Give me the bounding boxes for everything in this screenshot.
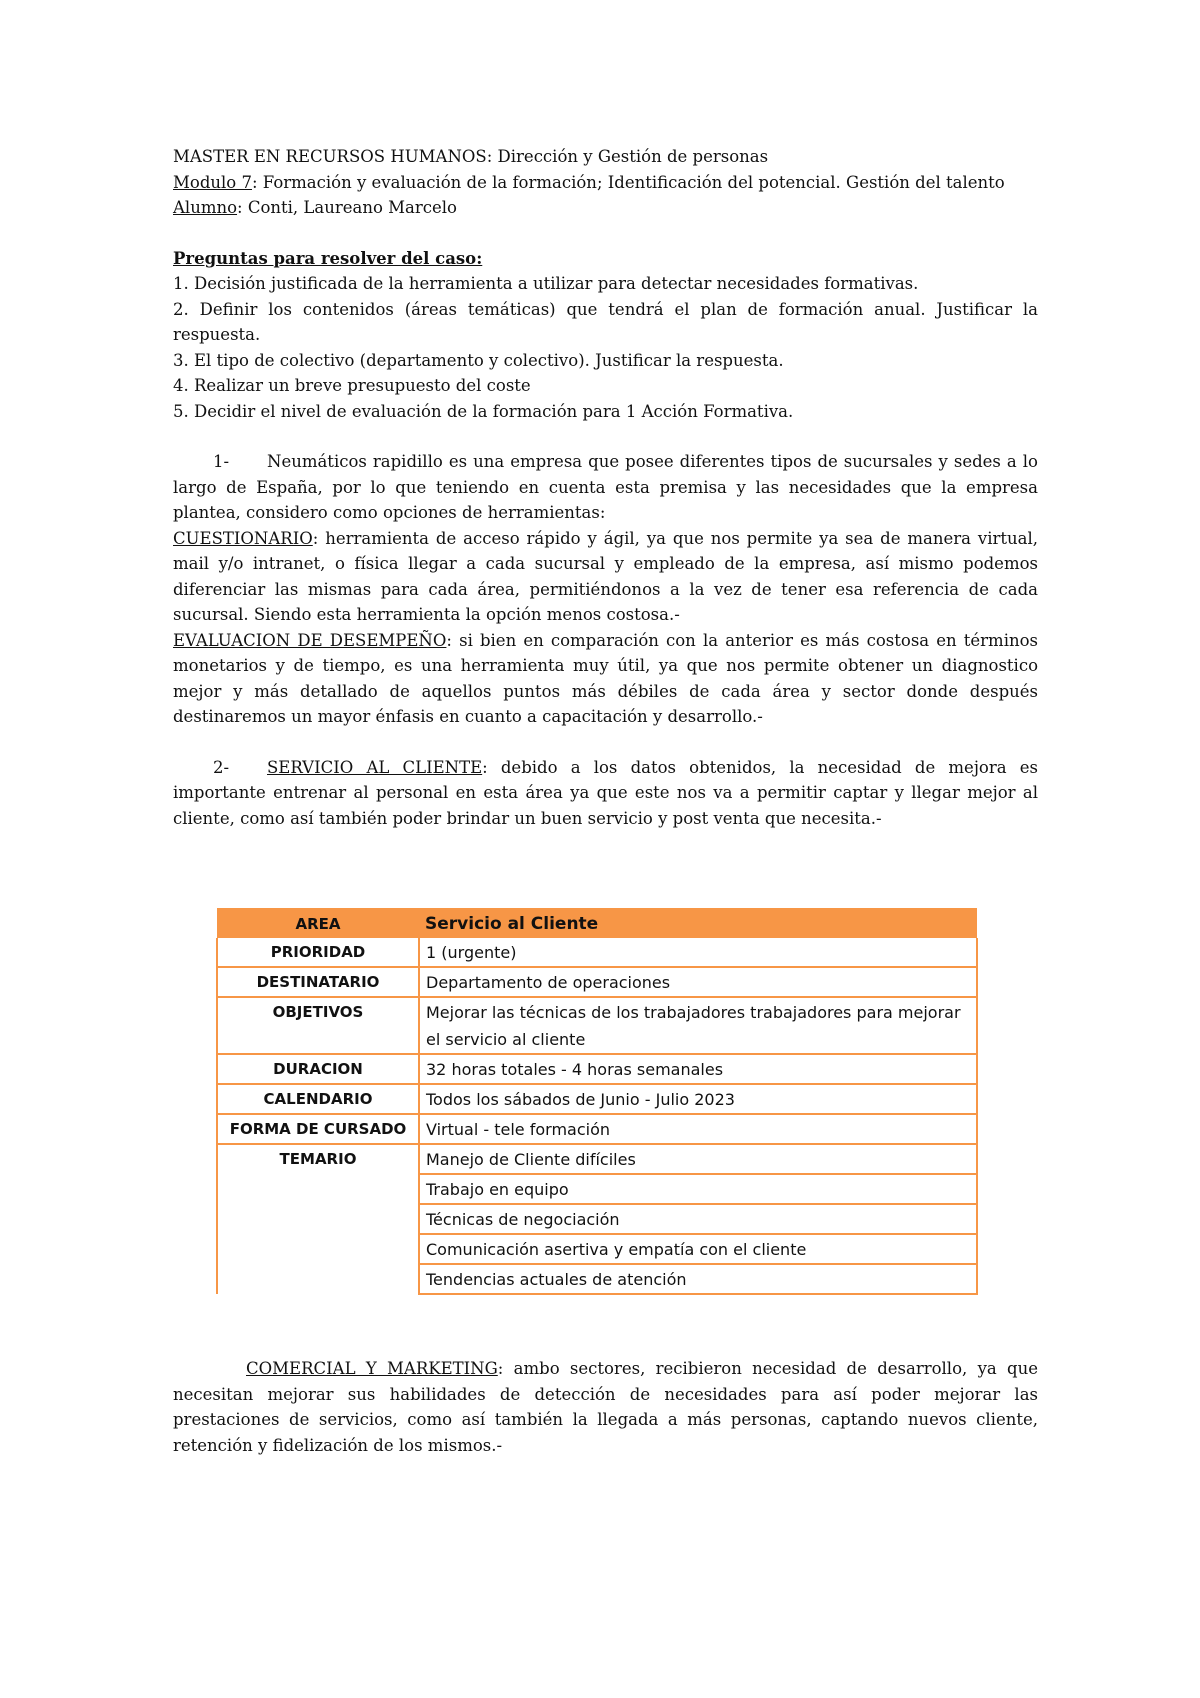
student-line (173, 195, 1038, 221)
table-row (217, 1114, 977, 1144)
tool1-paragraph (173, 526, 1038, 628)
row-value: Mejorar las técnicas de los trabajadores trabajadores para mejorar el servicio al cliente (419, 997, 977, 1054)
row-key: DURACION (217, 1054, 419, 1084)
table-row (217, 967, 977, 997)
table-row (217, 1084, 977, 1114)
row-value: Virtual - tele formación (419, 1114, 977, 1144)
table-row (217, 1054, 977, 1084)
table-header-row (217, 909, 977, 938)
tool2-paragraph (173, 628, 1038, 730)
temario-item: Trabajo en equipo (419, 1174, 977, 1204)
commercial-label: COMERCIAL Y MARKETING (246, 1359, 498, 1378)
question-item: 1. Decisión justificada de la herramienta a utilizar para detectar necesidades formativas. (173, 274, 919, 293)
module-text: : Formación y evaluación de la formación; Identificación del potencial. Gestión del talento (251, 172, 1005, 192)
student-text: : Conti, Laureano Marcelo (237, 198, 457, 217)
tool1-label: CUESTIONARIO (173, 528, 313, 548)
module-label: Modulo 7 (173, 172, 252, 192)
tool2-label: EVALUACION DE DESEMPEÑO (173, 630, 447, 650)
temario-item: Manejo de Cliente difíciles (419, 1144, 977, 1174)
tool2-text: : si bien en comparación con la anterior es más costosa en términos monetarios y de tiempo, es una herramienta muy útil, ya que nos permite obtener un diagnostico mejor y más detallado de aquellos puntos más débiles de cada área y sector donde después destinaremos un mayor énfasis en cuanto a capacitación y desarrollo.- (173, 630, 1039, 726)
temario-key: TEMARIO (217, 1144, 419, 1294)
questions-heading: Preguntas para resolver del caso: (173, 248, 483, 268)
question-item: 5. Decidir el nivel de evaluación de la formación para 1 Acción Formativa. (173, 401, 794, 421)
row-value: 1 (urgente) (419, 938, 977, 967)
answer2-label: SERVICIO AL CLIENTE (267, 757, 483, 777)
row-value: 32 horas totales - 4 horas semanales (419, 1054, 977, 1084)
question-item: 2. Definir los contenidos (áreas temáticas) que tendrá el plan de formación anual. Justificar la respuesta. (173, 299, 1038, 344)
row-value: Todos los sábados de Junio - Julio 2023 (419, 1084, 977, 1114)
table-row (217, 938, 977, 967)
temario-row (217, 1144, 977, 1174)
answer1-number: 1- (213, 452, 230, 471)
document-body (173, 144, 1038, 831)
training-plan-table (216, 908, 978, 1295)
module-line (173, 170, 1038, 196)
row-key: FORMA DE CURSADO (217, 1114, 419, 1144)
answer2-paragraph (173, 755, 1038, 832)
row-key: PRIORIDAD (217, 938, 419, 967)
question-item: 4. Realizar un breve presupuesto del coste (173, 376, 531, 395)
commercial-text: : ambo sectores, recibieron necesidad de desarrollo, ya que necesitan mejorar sus habilidades de detección de necesidades para así poder mejorar las prestaciones de servicios, como así también la llegada a más personas, captando nuevos cliente, retención y fidelización de los mismos.- (173, 1359, 1038, 1455)
answer1-intro: Neumáticos rapidillo es una empresa que posee diferentes tipos de sucursales y sedes a lo largo de España, por lo que teniendo en cuenta esta premisa y las necesidades que la empresa plantea, considero como opciones de herramientas: (173, 452, 1038, 522)
temario-item: Técnicas de negociación (419, 1204, 977, 1234)
answer2-text: : debido a los datos obtenidos, la necesidad de mejora es importante entrenar al personal en esta área ya que este nos va a permitir captar y llegar mejor al cliente, como así también poder brindar un buen servicio y post venta que necesita.- (173, 757, 1038, 828)
table-header-value: Servicio al Cliente (419, 909, 977, 938)
table-header-key: AREA (217, 909, 419, 938)
row-key: DESTINATARIO (217, 967, 419, 997)
temario-item: Comunicación asertiva y empatía con el cliente (419, 1234, 977, 1264)
student-label: Alumno (173, 198, 238, 217)
row-key: CALENDARIO (217, 1084, 419, 1114)
row-key: OBJETIVOS (217, 997, 419, 1054)
commercial-section (173, 1356, 1038, 1458)
answer2-number: 2- (213, 757, 230, 777)
question-item: 3. El tipo de colectivo (departamento y colectivo). Justificar la respuesta. (173, 350, 784, 370)
commercial-paragraph (173, 1356, 1038, 1458)
table-row (217, 997, 977, 1054)
row-value: Departamento de operaciones (419, 967, 977, 997)
answer1-paragraph (173, 449, 1038, 526)
temario-item: Tendencias actuales de atención (419, 1264, 977, 1294)
document-title: MASTER EN RECURSOS HUMANOS: Dirección y Gestión de personas (173, 147, 769, 166)
tool1-text: : herramienta de acceso rápido y ágil, ya que nos permite ya sea de manera virtual, mail y/o intranet, o física llegar a cada sucursal y empleado de la empresa, así mismo podemos diferenciar las mismas para cada área, permitiéndonos a la vez de tener esa referencia de cada sucursal. Siendo esta herramienta la opción menos costosa.- (173, 528, 1038, 624)
